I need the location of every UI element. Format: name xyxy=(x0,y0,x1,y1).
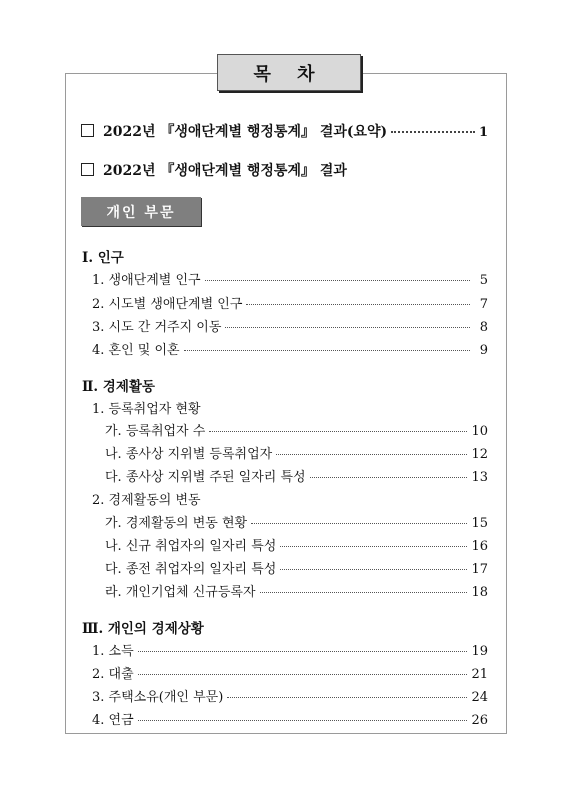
toc-item-label: 2. 대출 xyxy=(92,667,134,682)
page-number: 26 xyxy=(471,713,488,728)
toc-item-label: 1. 등록취업자 현황 xyxy=(92,402,201,417)
page-number: 5 xyxy=(479,273,488,288)
page-number: 17 xyxy=(471,562,488,577)
dot-leader xyxy=(251,523,467,524)
checkbox-icon xyxy=(81,124,94,137)
toc-item-label: 1. 생애단계별 인구 xyxy=(92,273,201,288)
toc-item-label: 3. 주택소유(개인 부문) xyxy=(92,690,224,705)
toc-item[interactable] xyxy=(105,466,488,485)
dot-leader xyxy=(138,674,468,675)
summary-year: 2022년 xyxy=(103,163,156,179)
checkbox-icon xyxy=(81,163,94,176)
summary-line-1[interactable] xyxy=(81,121,488,141)
section-heading: Ⅱ. 경제활동 xyxy=(82,379,155,395)
toc-item[interactable] xyxy=(105,512,488,531)
dot-leader xyxy=(276,454,467,455)
dot-leader xyxy=(209,431,467,432)
toc-item-label: 4. 연금 xyxy=(92,713,134,728)
page-number: 21 xyxy=(471,667,488,682)
dot-leader xyxy=(184,350,470,351)
toc-item-label: 1. 소득 xyxy=(92,644,134,659)
page-number: 9 xyxy=(479,343,488,358)
toc-item[interactable] xyxy=(105,535,488,554)
toc-item[interactable] xyxy=(92,269,488,288)
dot-leader xyxy=(246,304,470,305)
summary-line-2[interactable] xyxy=(81,160,347,180)
page-number: 8 xyxy=(479,320,488,335)
toc-item-label: 나. 신규 취업자의 일자리 특성 xyxy=(105,539,277,554)
dot-leader xyxy=(310,477,468,478)
toc-subsection[interactable] xyxy=(92,489,201,508)
page-number: 12 xyxy=(471,447,488,462)
page-number: 19 xyxy=(471,644,488,659)
toc-item-label: 라. 개인기업체 신규등록자 xyxy=(105,585,256,600)
section-tab: 개인 부문 xyxy=(81,197,201,226)
summary-text: 『생애단계별 행정통계』 결과(요약) xyxy=(160,124,388,140)
toc-item-label: 가. 경제활동의 변동 현황 xyxy=(105,516,248,531)
dot-leader xyxy=(280,569,467,570)
toc-item[interactable] xyxy=(105,581,488,600)
toc-item[interactable] xyxy=(92,640,488,659)
page-number: 1 xyxy=(478,125,488,140)
toc-title: 목 차 xyxy=(217,54,361,91)
toc-item-label: 나. 종사상 지위별 등록취업자 xyxy=(105,447,273,462)
toc-item[interactable] xyxy=(92,293,488,312)
page-number: 13 xyxy=(471,470,488,485)
section-heading: Ⅲ. 개인의 경제상황 xyxy=(82,621,204,637)
page-number: 15 xyxy=(471,516,488,531)
dot-leader xyxy=(205,280,470,281)
toc-item[interactable] xyxy=(92,709,488,728)
toc-item[interactable] xyxy=(105,558,488,577)
dot-leader xyxy=(138,720,468,721)
page-number: 18 xyxy=(471,585,488,600)
page-number: 16 xyxy=(471,539,488,554)
page-number: 7 xyxy=(479,297,488,312)
page-number: 10 xyxy=(471,424,488,439)
toc-item-label: 다. 종전 취업자의 일자리 특성 xyxy=(105,562,277,577)
dot-leader xyxy=(391,131,475,133)
dot-leader xyxy=(138,651,468,652)
dot-leader xyxy=(227,697,467,698)
toc-item-label: 2. 시도별 생애단계별 인구 xyxy=(92,297,243,312)
toc-item-label: 다. 종사상 지위별 주된 일자리 특성 xyxy=(105,470,306,485)
summary-text: 『생애단계별 행정통계』 결과 xyxy=(160,163,347,179)
toc-item-label: 2. 경제활동의 변동 xyxy=(92,493,201,508)
toc-item-label: 가. 등록취업자 수 xyxy=(105,424,206,439)
summary-year: 2022년 xyxy=(103,124,156,140)
toc-subsection[interactable] xyxy=(92,398,201,417)
dot-leader xyxy=(225,327,470,328)
toc-item-label: 3. 시도 간 거주지 이동 xyxy=(92,320,222,335)
section-heading: Ⅰ. 인구 xyxy=(82,250,124,266)
dot-leader xyxy=(260,592,468,593)
toc-item[interactable] xyxy=(105,420,488,439)
page-number: 24 xyxy=(471,690,488,705)
toc-item[interactable] xyxy=(92,663,488,682)
toc-item-label: 4. 혼인 및 이혼 xyxy=(92,343,180,358)
dot-leader xyxy=(280,546,467,547)
toc-item[interactable] xyxy=(92,316,488,335)
toc-item[interactable] xyxy=(105,443,488,462)
toc-item[interactable] xyxy=(92,686,488,705)
toc-item[interactable] xyxy=(92,339,488,358)
